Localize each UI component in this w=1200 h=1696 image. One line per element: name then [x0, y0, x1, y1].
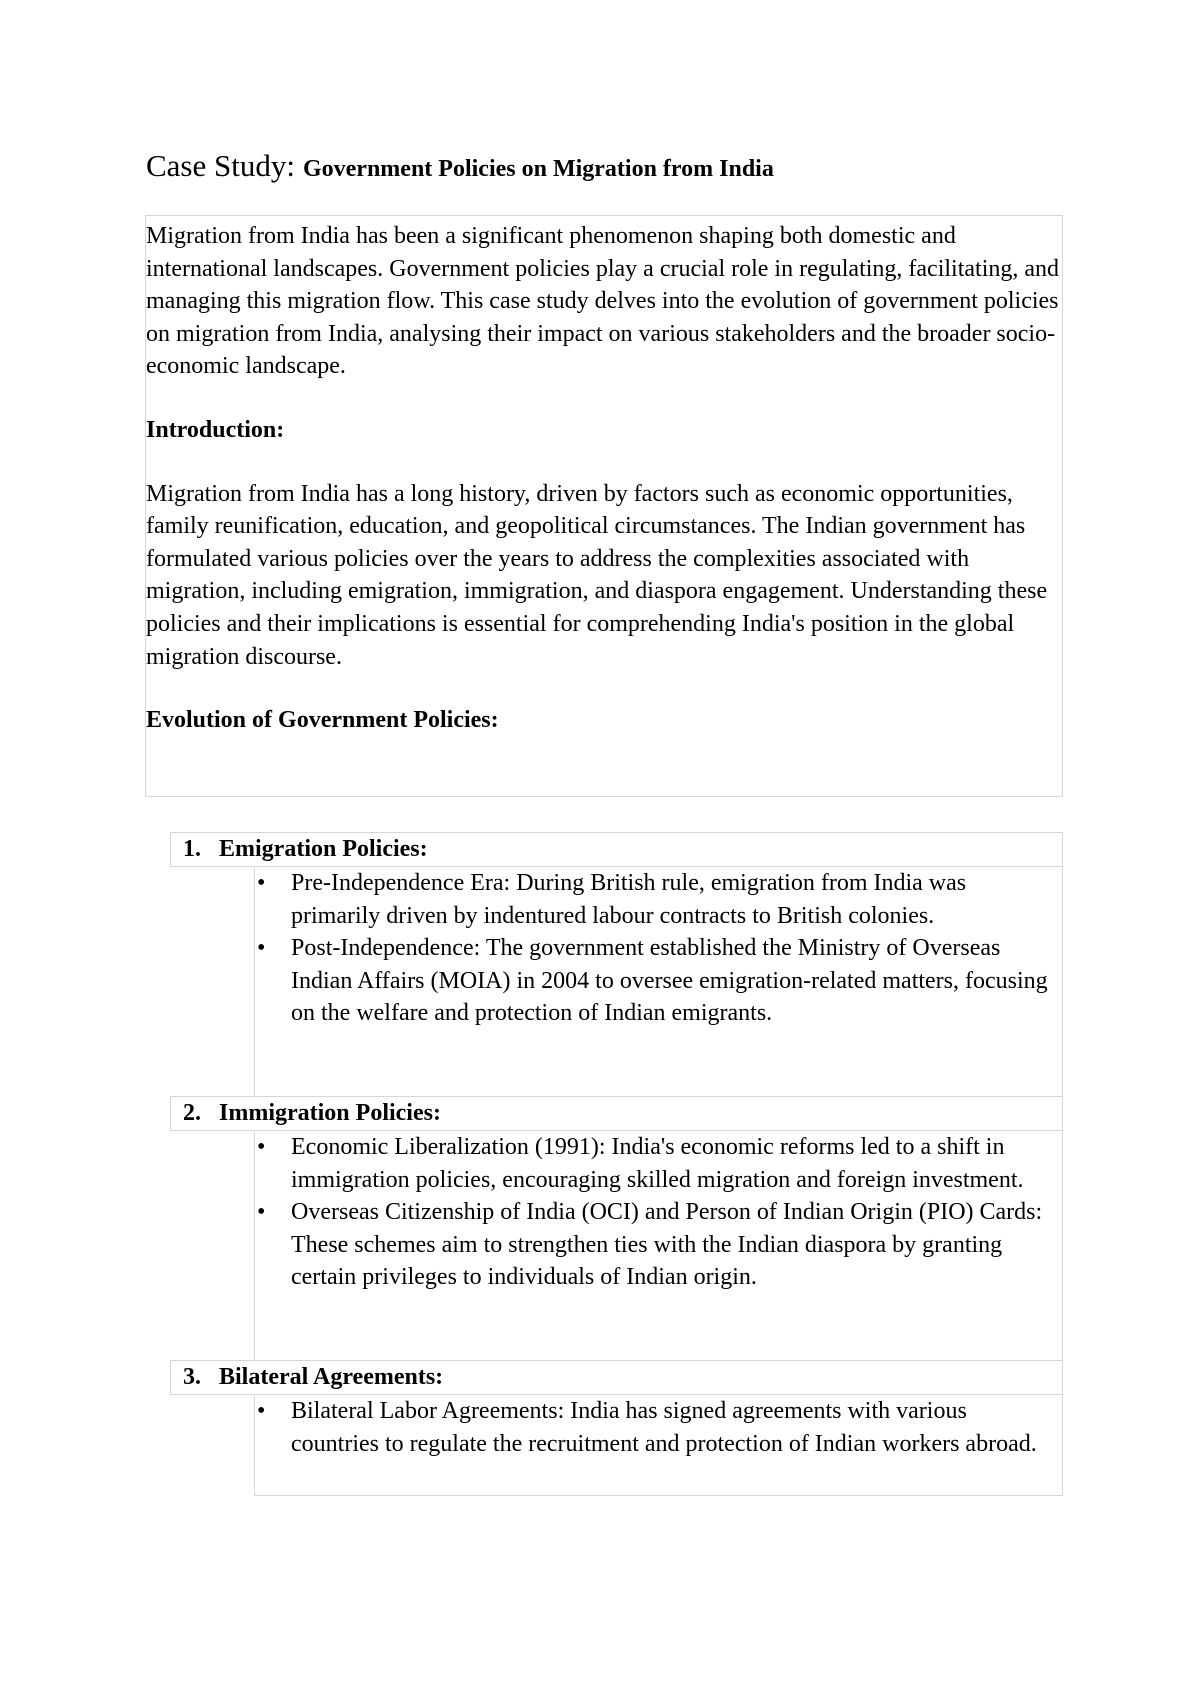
- bullet-icon: •: [257, 1398, 266, 1424]
- list-heading: Bilateral Agreements:: [219, 1364, 444, 1390]
- bullet-text: Overseas Citizenship of India (OCI) and Person of Indian Origin (PIO) Cards: These schemes aim to strengthen ties with the Indian diaspora by granting certain privileges to individuals of Indian origin.: [291, 1199, 1043, 1291]
- bullet-item: [255, 1131, 1062, 1196]
- list-item-emigration-policies: [170, 832, 1063, 867]
- bullet-item: [255, 1395, 1062, 1460]
- bullet-icon: •: [257, 935, 266, 962]
- bullet-box-emigration: [254, 866, 1063, 1097]
- bullet-text: Economic Liberalization (1991): India's economic reforms led to a shift in immigration policies, encouraging skilled migration and foreign investment.: [291, 1134, 1024, 1193]
- list-number: 1.: [183, 836, 201, 862]
- section-heading-evolution: Evolution of Government Policies:: [146, 707, 499, 734]
- introduction-paragraph: Migration from India has a long history, driven by factors such as economic opportunities, family reunification, education, and geopolitical circumstances. The Indian government has formulated various policies over the years to address the complexities associated with migration, including emigration, immigration, and diaspora engagement. Understanding these policies and their implications is essential for comprehending India's position in the global migration discourse.: [146, 480, 1048, 670]
- list-number: 3.: [183, 1364, 201, 1390]
- list-number: 2.: [183, 1100, 201, 1126]
- document-title: [146, 146, 774, 184]
- bullet-text: Pre-Independence Era: During British rule, emigration from India was primarily driven by indentured labour contracts to British colonies.: [291, 870, 967, 929]
- section-heading-introduction: Introduction:: [146, 416, 285, 443]
- bullet-text: Post-Independence: The government established the Ministry of Overseas Indian Affairs (MOIA) in 2004 to oversee emigration-related matters, focusing on the welfare and protection of Indian emigrants.: [291, 935, 1048, 1027]
- bullet-item: [255, 1196, 1062, 1294]
- bullet-text: Bilateral Labor Agreements: India has signed agreements with various countries to regulate the recruitment and protection of Indian workers abroad.: [291, 1398, 1037, 1457]
- bullet-item: [255, 867, 1062, 932]
- bullet-box-bilateral: [254, 1394, 1063, 1496]
- bullet-box-immigration: [254, 1130, 1063, 1361]
- list-heading: Emigration Policies:: [219, 836, 428, 862]
- bullet-item: [255, 932, 1062, 1030]
- bullet-icon: •: [257, 1199, 266, 1226]
- title-lead: Case Study:: [146, 148, 295, 183]
- intro-text-box: [145, 215, 1063, 797]
- bullet-icon: •: [257, 870, 266, 896]
- intro-paragraph: Migration from India has been a significant phenomenon shaping both domestic and international landscapes. Government policies play a crucial role in regulating, facilitating, and managing this migration flow. This case study delves into the evolution of government policies on migration from India, analysing their impact on various stakeholders and the broader socio-economic landscape.: [146, 223, 1060, 380]
- title-subject: Government Policies on Migration from India: [302, 156, 774, 182]
- list-item-bilateral-agreements: [170, 1360, 1063, 1395]
- list-heading: Immigration Policies:: [219, 1100, 441, 1126]
- list-item-immigration-policies: [170, 1096, 1063, 1131]
- bullet-icon: •: [257, 1134, 266, 1160]
